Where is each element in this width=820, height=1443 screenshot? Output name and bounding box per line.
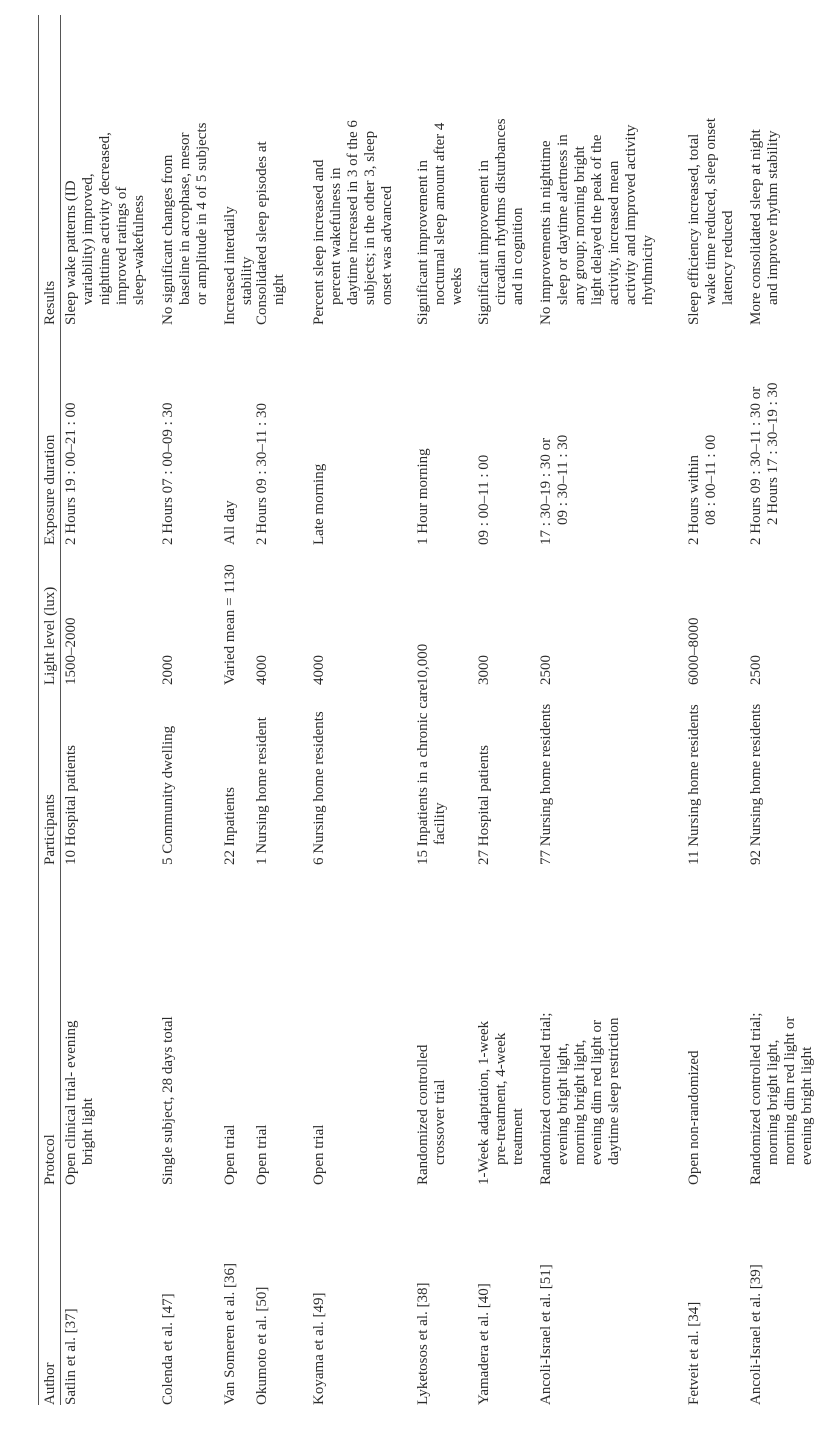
cell-line: Percent sleep increased and: [311, 159, 327, 325]
cell-line: 09 : 30–11 : 30: [555, 434, 571, 525]
cell-line: 10,000: [415, 643, 431, 685]
author-cell: [254, 1287, 271, 1405]
cell-line: Satlin et al. [37]: [63, 1308, 79, 1405]
cell-line: bright light: [80, 1097, 96, 1165]
participants-cell: [222, 787, 239, 865]
cell-line: any group; morning bright: [572, 146, 588, 305]
exposure-duration-cell: [538, 435, 572, 545]
cell-line: Open non-randomized: [686, 1050, 702, 1185]
cell-line: 2 Hours 09 : 30–11 : 30: [254, 403, 270, 545]
results-cell: [686, 118, 737, 325]
header-results: Results: [42, 280, 58, 325]
cell-line: facility: [432, 802, 448, 845]
cell-line: morning dim red light or: [782, 1016, 798, 1165]
results-cell: [160, 123, 211, 325]
cell-line: nocturnal sleep amount after 4: [432, 122, 448, 305]
cell-line: Significant improvement in: [476, 160, 492, 325]
header-protocol: Protocol: [42, 1134, 58, 1185]
exposure-duration-cell: [222, 500, 239, 545]
author-cell: [748, 1264, 765, 1405]
cell-line: 2 Hours 09 : 30–11 : 30 or: [748, 386, 764, 545]
cell-line: Lyketosos et al. [38]: [415, 1282, 431, 1405]
cell-line: No improvements in nighttime: [538, 140, 554, 325]
cell-line: 1 Hour morning: [415, 448, 431, 545]
cell-line: 3000: [476, 655, 492, 685]
cell-line: 4000: [311, 655, 327, 685]
cell-line: 2 Hours 07 : 00–09 : 30: [160, 402, 176, 545]
cell-line: 2500: [748, 655, 764, 685]
cell-line: latency reduced: [720, 210, 736, 305]
cell-line: 27 Hospital patients: [476, 745, 492, 865]
participants-cell: [748, 704, 765, 865]
protocol-cell: [160, 1016, 177, 1185]
cell-line: Open trial: [254, 1124, 270, 1185]
cell-line: Van Someren et al. [36]: [222, 1262, 238, 1405]
exposure-duration-cell: [63, 403, 80, 546]
participants-cell: [254, 717, 271, 865]
cell-line: 5 Community dwelling: [160, 725, 176, 865]
results-cell: [254, 141, 288, 325]
cell-line: Ancoli-Israel et al. [51]: [538, 1264, 554, 1405]
cell-line: 2000: [160, 655, 176, 685]
cell-line: Open clinical trial- evening: [63, 1020, 79, 1185]
cell-line: 08 : 00–11 : 00: [703, 434, 719, 525]
cell-line: 4000: [254, 655, 270, 685]
cell-line: sleep-wakefulness: [131, 195, 147, 305]
cell-line: Koyama et al. [49]: [311, 1292, 327, 1405]
light-level-cell: [222, 564, 239, 685]
header-light-level: Light level (lux): [42, 586, 58, 685]
cell-line: 6 Nursing home residents: [311, 711, 327, 865]
author-cell: [222, 1263, 239, 1405]
cell-line: Randomized controlled trial;: [748, 1012, 764, 1185]
cell-line: or amplitude in 4 of 5 subjects: [194, 122, 210, 305]
author-cell: [160, 1293, 177, 1405]
exposure-duration-cell: [415, 448, 432, 545]
light-level-cell: [748, 655, 765, 685]
cell-line: 1500–2000: [63, 617, 79, 685]
exposure-duration-cell: [160, 403, 177, 546]
participants-cell: [160, 726, 177, 865]
cell-line: light delayed the peak of the: [589, 134, 605, 305]
cell-line: Increased interdaily: [222, 206, 238, 325]
cell-line: variability) improved,: [80, 173, 96, 305]
protocol-cell: [476, 1021, 527, 1185]
cell-line: Sleep efficiency increased, total: [686, 133, 702, 325]
cell-line: Colenda et al. [47]: [160, 1293, 176, 1405]
participants-cell: [538, 704, 555, 865]
cell-line: pre-treatment, 4-week: [493, 1032, 509, 1165]
cell-line: daytime sleep restriction: [606, 1017, 622, 1165]
cell-line: Ancoli-Israel et al. [39]: [748, 1264, 764, 1405]
results-cell: [748, 129, 782, 325]
cell-line: 92 Nursing home residents: [748, 703, 764, 865]
light-level-cell: [538, 655, 555, 685]
protocol-cell: [538, 1013, 623, 1185]
cell-line: subjects; in the other 3, sleep: [362, 130, 378, 305]
cell-line: All day: [222, 500, 238, 545]
cell-line: Sleep wake patterns (ID: [63, 180, 79, 325]
cell-line: 2 Hours 19 : 00–21 : 00: [63, 402, 79, 545]
light-level-cell: [415, 644, 432, 685]
cell-line: Single subject, 28 days total: [160, 1016, 176, 1185]
cell-line: Open trial: [222, 1124, 238, 1185]
light-level-cell: [311, 655, 328, 685]
cell-line: 09 : 00–11 : 00: [476, 454, 492, 545]
header-author: Author: [42, 1362, 58, 1405]
cell-line: Fetveit et al. [34]: [686, 1301, 702, 1405]
results-cell: [311, 120, 396, 325]
cell-line: evening dim red light or: [589, 1020, 605, 1165]
cell-line: 2 Hours within: [686, 455, 702, 545]
cell-line: percent wakefulness in: [328, 167, 344, 305]
cell-line: wake time reduced, sleep onset: [703, 117, 719, 305]
results-cell: [222, 206, 256, 325]
cell-line: Varied mean = 1130: [222, 564, 238, 685]
results-cell: [63, 132, 148, 325]
cell-line: daytime increased in 3 of the 6: [345, 120, 361, 305]
cell-line: 11 Nursing home residents: [686, 704, 702, 865]
cell-line: nighttime activity decreased,: [97, 132, 113, 305]
cell-line: Late morning: [311, 463, 327, 545]
protocol-cell: [748, 1013, 816, 1185]
cell-line: Randomized controlled: [415, 1044, 431, 1185]
exposure-duration-cell: [476, 455, 493, 545]
cell-line: night: [271, 274, 287, 305]
cell-line: morning bright light,: [765, 1039, 781, 1165]
top-rule: [38, 15, 39, 1405]
cell-line: 10 Hospital patients: [63, 745, 79, 865]
cell-line: weeks: [449, 267, 465, 305]
light-level-cell: [160, 655, 177, 685]
cell-line: 1 Nursing home resident: [254, 717, 270, 865]
cell-line: Randomized controlled trial;: [538, 1012, 554, 1185]
light-level-cell: [686, 618, 703, 686]
exposure-duration-cell: [254, 403, 271, 545]
participants-cell: [311, 711, 328, 865]
light-level-cell: [476, 655, 493, 685]
author-cell: [538, 1264, 555, 1405]
author-cell: [415, 1283, 432, 1405]
cell-line: evening bright light: [799, 1046, 815, 1165]
participants-cell: [63, 745, 80, 865]
author-cell: [311, 1293, 328, 1405]
cell-line: rhythmicity: [640, 235, 656, 305]
header-participants: Participants: [42, 794, 58, 865]
cell-line: activity and improved activity: [623, 124, 639, 305]
author-cell: [476, 1283, 493, 1405]
cell-line: More consolidated sleep at night: [748, 129, 764, 325]
cell-line: improved ratings of: [114, 186, 130, 305]
cell-line: Okumoto et al. [50]: [254, 1286, 270, 1405]
exposure-duration-cell: [311, 464, 328, 545]
cell-line: No significant changes from: [160, 154, 176, 325]
protocol-cell: [311, 1125, 328, 1185]
light-level-cell: [63, 618, 80, 686]
cell-line: 2500: [538, 655, 554, 685]
participants-cell: [476, 745, 493, 865]
header-exposure-duration: Exposure duration: [42, 434, 58, 545]
cell-line: Consolidated sleep episodes at: [254, 141, 270, 325]
protocol-cell: [222, 1125, 239, 1185]
protocol-cell: [415, 1045, 449, 1185]
cell-line: 6000–8000: [686, 617, 702, 685]
participants-cell: [415, 684, 449, 865]
cell-line: stability: [239, 256, 255, 305]
cell-line: 15 Inpatients in a chronic care: [415, 683, 431, 865]
cell-line: crossover trial: [432, 1079, 448, 1165]
cell-line: activity, increased mean: [606, 160, 622, 305]
exposure-duration-cell: [748, 383, 782, 546]
exposure-duration-cell: [686, 435, 720, 545]
cell-line: 2 Hours 17 : 30–19 : 30: [765, 382, 781, 525]
cell-line: 1-Week adaptation, 1-week: [476, 1020, 492, 1185]
cell-line: evening bright light,: [555, 1042, 571, 1165]
author-cell: [686, 1302, 703, 1405]
cell-line: and improve rhythm stability: [765, 130, 781, 305]
light-level-cell: [254, 655, 271, 685]
protocol-cell: [686, 1050, 703, 1185]
author-cell: [63, 1308, 80, 1405]
cell-line: 77 Nursing home residents: [538, 703, 554, 865]
cell-line: morning bright light,: [572, 1039, 588, 1165]
cell-line: 22 Inpatients: [222, 787, 238, 865]
cell-line: sleep or daytime alertness in: [555, 134, 571, 305]
results-cell: [476, 118, 527, 325]
cell-line: baseline in acrophase, mesor: [177, 132, 193, 305]
cell-line: circadian rhythms disturbances: [493, 118, 509, 305]
cell-line: onset was advanced: [379, 185, 395, 305]
results-cell: [538, 125, 657, 325]
cell-line: Open trial: [311, 1124, 327, 1185]
cell-line: treatment: [510, 1108, 526, 1165]
results-cell: [415, 123, 466, 325]
cell-line: 17 : 30–19 : 30 or: [538, 437, 554, 545]
protocol-cell: [254, 1125, 271, 1185]
protocol-cell: [63, 1020, 97, 1185]
participants-cell: [686, 704, 703, 865]
cell-line: Significant improvement in: [415, 160, 431, 325]
cell-line: and in cognition: [510, 207, 526, 305]
cell-line: Yamadera et al. [40]: [476, 1283, 492, 1405]
header-rule: [60, 15, 61, 1405]
